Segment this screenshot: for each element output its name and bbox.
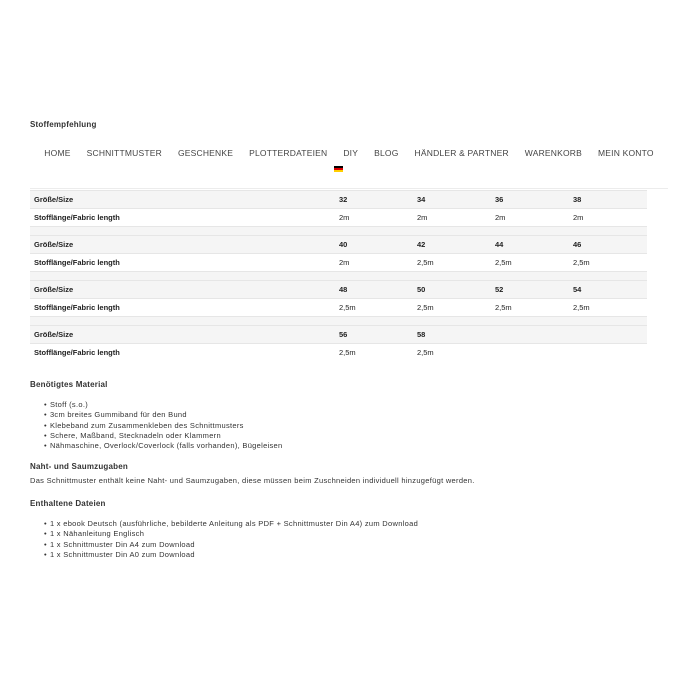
row-label: Größe/Size bbox=[30, 236, 335, 254]
row-label: Größe/Size bbox=[30, 191, 335, 209]
table-cell: 2,5m bbox=[335, 344, 413, 362]
table-spacer-cell bbox=[30, 227, 647, 236]
table-cell: 44 bbox=[491, 236, 569, 254]
fabric-length-row bbox=[30, 344, 647, 362]
list-item: • 1 x Nähanleitung Englisch bbox=[44, 529, 418, 539]
table-cell: 48 bbox=[335, 281, 413, 299]
table-spacer-row bbox=[30, 272, 647, 281]
row-label: Stofflänge/Fabric length bbox=[30, 299, 335, 317]
table-cell: 36 bbox=[491, 191, 569, 209]
table-cell: 2,5m bbox=[569, 254, 647, 272]
row-label: Stofflänge/Fabric length bbox=[30, 254, 335, 272]
row-label: Stofflänge/Fabric length bbox=[30, 344, 335, 362]
table-cell bbox=[569, 344, 647, 362]
nav-blog[interactable]: BLOG bbox=[374, 148, 399, 158]
row-label: Größe/Size bbox=[30, 281, 335, 299]
table-cell: 50 bbox=[413, 281, 491, 299]
table-cell: 46 bbox=[569, 236, 647, 254]
nav-schnittmuster[interactable]: SCHNITTMUSTER bbox=[86, 148, 162, 158]
nav-plotterdateien[interactable]: PLOTTERDATEIEN bbox=[249, 148, 328, 158]
table-spacer-row bbox=[30, 227, 647, 236]
fabric-length-row bbox=[30, 299, 647, 317]
list-item: • 3cm breites Gummiband für den Bund bbox=[44, 410, 283, 420]
table-cell: 40 bbox=[335, 236, 413, 254]
table-cell bbox=[491, 344, 569, 362]
table-cell: 58 bbox=[413, 326, 491, 344]
row-label: Größe/Size bbox=[30, 326, 335, 344]
fabric-length-row bbox=[30, 254, 647, 272]
table-cell: 32 bbox=[335, 191, 413, 209]
list-item: • 1 x Schnittmuster Din A0 zum Download bbox=[44, 550, 418, 560]
list-item: • 1 x ebook Deutsch (ausführliche, bebilderte Anleitung als PDF + Schnittmuster Din A4) zum Download bbox=[44, 519, 418, 529]
german-flag-icon[interactable] bbox=[334, 166, 343, 172]
list-item: • 1 x Schnittmuster Din A4 zum Download bbox=[44, 540, 418, 550]
table-cell: 2,5m bbox=[413, 344, 491, 362]
list-item: • Schere, Maßband, Stecknadeln oder Klammern bbox=[44, 431, 283, 441]
table-cell: 54 bbox=[569, 281, 647, 299]
size-row bbox=[30, 326, 647, 344]
table-cell: 2,5m bbox=[413, 299, 491, 317]
table-cell bbox=[569, 326, 647, 344]
table-cell: 2,5m bbox=[491, 254, 569, 272]
material-list bbox=[44, 400, 283, 451]
table-cell: 2m bbox=[569, 209, 647, 227]
heading-naht: Naht- und Saumzugaben bbox=[30, 462, 128, 471]
nav-mein-konto[interactable]: MEIN KONTO bbox=[598, 148, 654, 158]
list-item: • Nähmaschine, Overlock/Coverlock (falls vorhanden), Bügeleisen bbox=[44, 441, 283, 451]
table-cell bbox=[491, 326, 569, 344]
size-table bbox=[30, 190, 647, 361]
table-spacer-cell bbox=[30, 272, 647, 281]
list-item: • Klebeband zum Zusammenkleben des Schnittmusters bbox=[44, 421, 283, 431]
size-row bbox=[30, 191, 647, 209]
table-spacer-row bbox=[30, 317, 647, 326]
nav-haendler-partner[interactable]: HÄNDLER & PARTNER bbox=[414, 148, 509, 158]
nav-warenkorb[interactable]: WARENKORB bbox=[524, 148, 583, 158]
nav-diy[interactable]: DIY bbox=[343, 148, 359, 158]
size-row bbox=[30, 281, 647, 299]
main-nav bbox=[30, 148, 668, 158]
table-cell: 2m bbox=[335, 254, 413, 272]
table-cell: 56 bbox=[335, 326, 413, 344]
table-cell: 52 bbox=[491, 281, 569, 299]
row-label: Stofflänge/Fabric length bbox=[30, 209, 335, 227]
heading-material: Benötigtes Material bbox=[30, 380, 108, 389]
naht-text: Das Schnittmuster enthält keine Naht- und Saumzugaben, diese müssen beim Zuschneiden individuell hinzugefügt werden. bbox=[30, 476, 475, 485]
table-cell: 34 bbox=[413, 191, 491, 209]
table-cell: 2,5m bbox=[491, 299, 569, 317]
table-cell: 2m bbox=[491, 209, 569, 227]
nav-home[interactable]: HOME bbox=[44, 148, 71, 158]
dateien-list bbox=[44, 519, 418, 560]
nav-geschenke[interactable]: GESCHENKE bbox=[177, 148, 234, 158]
heading-dateien: Enthaltene Dateien bbox=[30, 499, 106, 508]
table-spacer-cell bbox=[30, 317, 647, 326]
fabric-length-row bbox=[30, 209, 647, 227]
table-cell: 2m bbox=[335, 209, 413, 227]
nav-divider bbox=[30, 188, 668, 189]
table-cell: 38 bbox=[569, 191, 647, 209]
table-cell: 2,5m bbox=[569, 299, 647, 317]
size-row bbox=[30, 236, 647, 254]
list-item: • Stoff (s.o.) bbox=[44, 400, 283, 410]
heading-stoffempfehlung: Stoffempfehlung bbox=[30, 120, 97, 129]
table-cell: 42 bbox=[413, 236, 491, 254]
table-cell: 2,5m bbox=[413, 254, 491, 272]
table-cell: 2m bbox=[413, 209, 491, 227]
table-cell: 2,5m bbox=[335, 299, 413, 317]
